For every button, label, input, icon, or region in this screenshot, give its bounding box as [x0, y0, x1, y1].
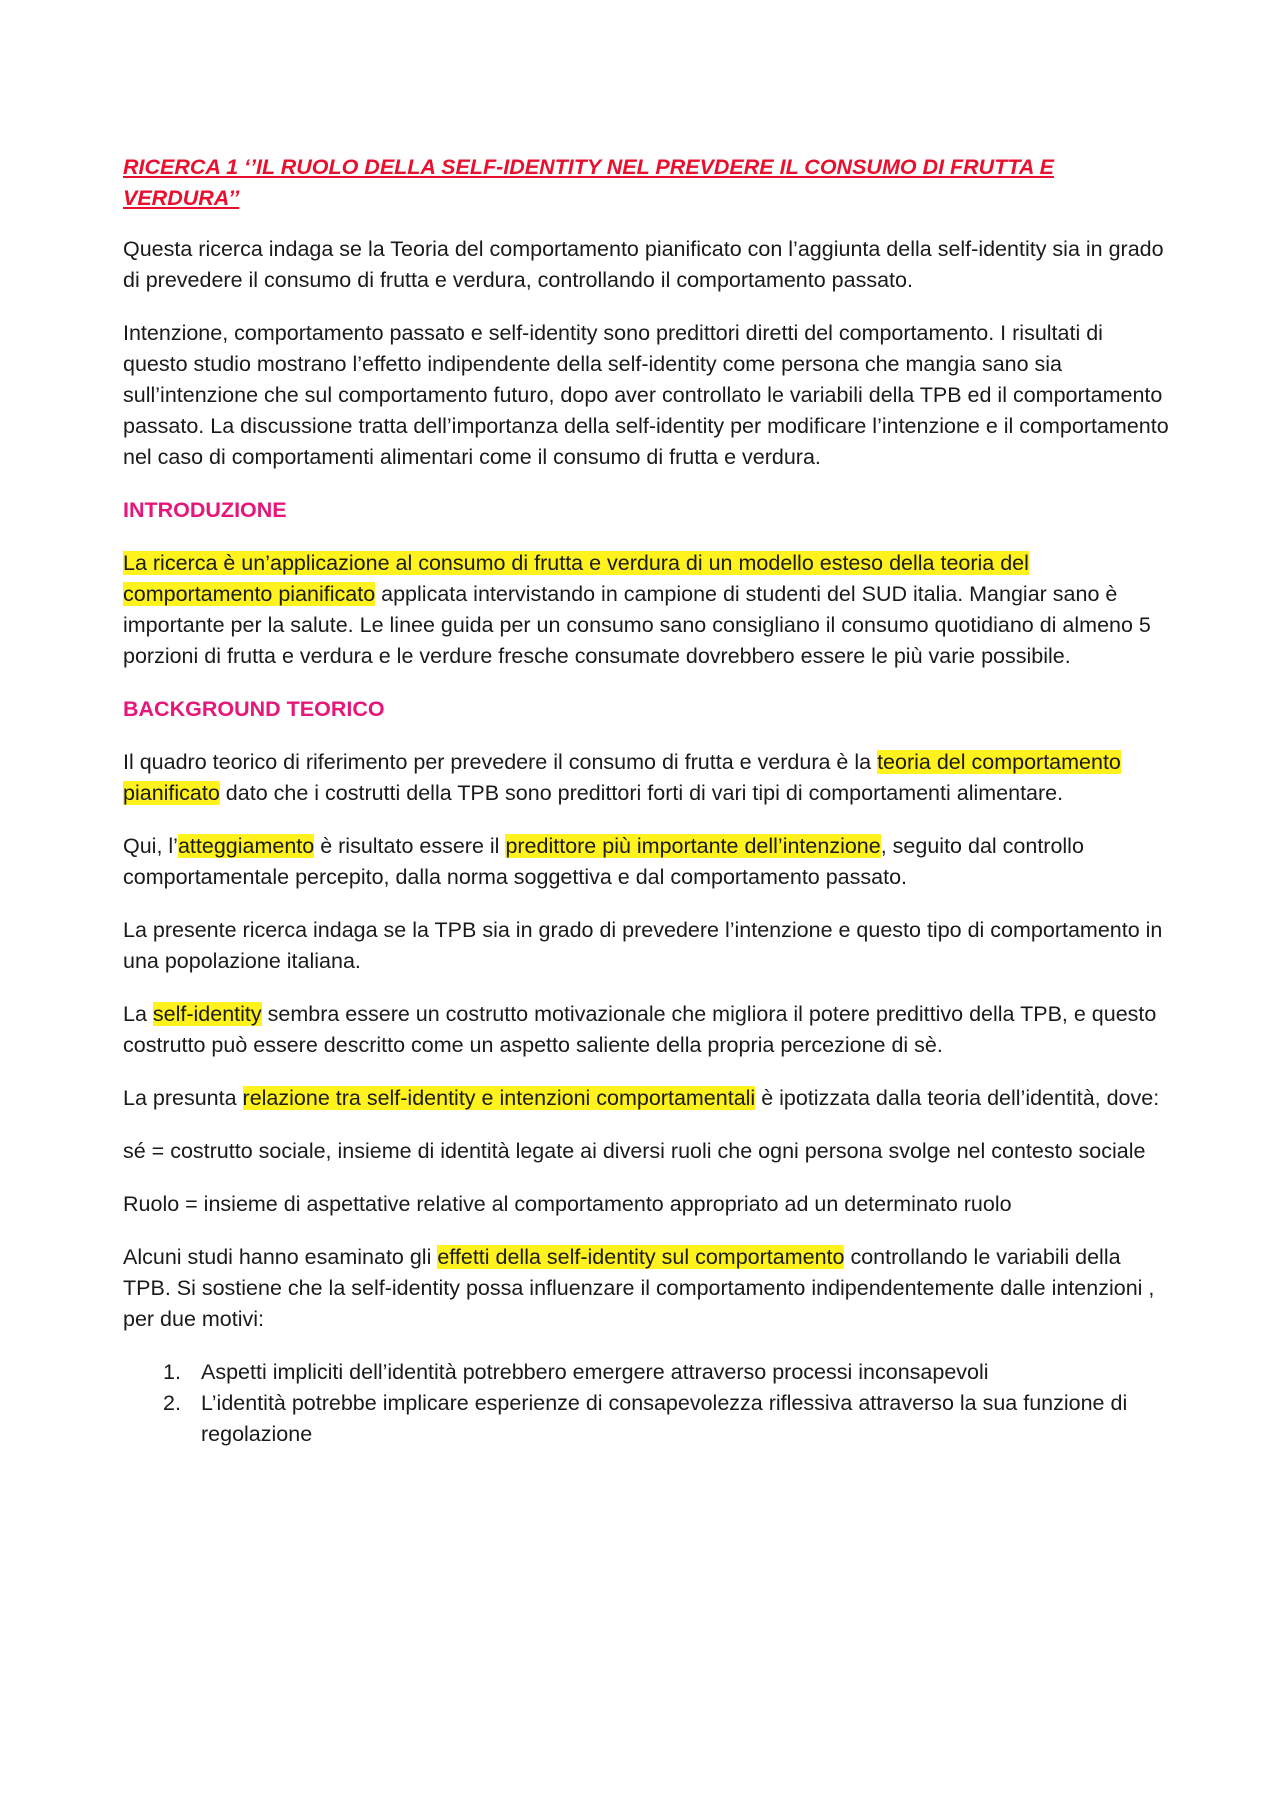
list-number: 1.	[163, 1360, 181, 1384]
list-item-text: Aspetti impliciti dell’identità potrebbero emergere attraverso processi inconsapevoli	[201, 1360, 989, 1384]
paragraph-definition-se: sé = costrutto sociale, insieme di identità legate ai diversi ruoli che ogni persona svolge nel contesto sociale	[123, 1139, 1146, 1163]
heading-background-teorico: BACKGROUND TEORICO	[123, 697, 385, 721]
paragraph-text: controllando le variabili della TPB. Si sostiene che la self-identity possa influenzare il comportamento indipendentemente dalle intenzioni , per due motivi:	[123, 1245, 1155, 1331]
highlight-text: atteggiamento	[177, 834, 315, 858]
paragraph-text: sembra essere un costrutto motivazionale che migliora il potere predittivo della TPB, e questo costrutto può essere descritto come un aspetto saliente della propria percezione di sè.	[123, 1002, 1157, 1057]
highlight-text: effetti della self-identity sul comportamento	[437, 1245, 845, 1269]
highlight-text: predittore più importante dell’intenzione	[505, 834, 881, 858]
paragraph-text: dato che i costrutti della TPB sono predittori forti di vari tipi di comportamenti alimentare.	[219, 781, 1064, 805]
paragraph-background-8	[123, 1242, 1173, 1335]
paragraph-text: è ipotizzata dalla teoria dell’identità, dove:	[755, 1086, 1160, 1110]
paragraph-text: Alcuni studi hanno esaminato gli	[123, 1245, 438, 1269]
paragraph-text: La	[123, 1002, 153, 1026]
paragraph-background-3: La presente ricerca indaga se la TPB sia in grado di prevedere l’intenzione e questo tipo di comportamento in una popolazione italiana.	[123, 918, 1163, 973]
document-title: RICERCA 1 ‘’IL RUOLO DELLA SELF-IDENTITY NEL PREVDERE IL CONSUMO DI FRUTTA E VERDURA’’	[123, 155, 1054, 210]
paragraph-definition-ruolo: Ruolo = insieme di aspettative relative al comportamento appropriato ad un determinato ruolo	[123, 1192, 1012, 1216]
paragraph-text: Qui, l’	[123, 834, 178, 858]
paragraph-introduzione	[123, 548, 1173, 672]
paragraph-background-4	[123, 999, 1173, 1061]
list-item	[123, 1388, 1173, 1450]
paragraph-text: è risultato essere il	[314, 834, 506, 858]
paragraph-background-5	[123, 1083, 1173, 1114]
list-item-text: L’identità potrebbe implicare esperienze di consapevolezza riflessiva attraverso la sua funzione di regolazione	[201, 1391, 1128, 1446]
list-number: 2.	[163, 1391, 181, 1415]
document-page	[123, 152, 1173, 1450]
highlight-text: teoria del comportamento pianificato	[123, 750, 1121, 805]
numbered-list	[123, 1357, 1173, 1450]
paragraph-text: applicata intervistando in campione di studenti del SUD italia. Mangiar sano è importante per la salute. Le linee guida per un consumo sano consigliano il consumo quotidiano di almeno 5 porzioni di frutta e verdura e le verdure fresche consumate dovrebbero essere le più varie possibile.	[123, 582, 1151, 668]
paragraph-intro-summary: Questa ricerca indaga se la Teoria del comportamento pianificato con l’aggiunta della self-identity sia in grado di prevedere il consumo di frutta e verdura, controllando il comportamento passato.	[123, 237, 1164, 292]
paragraph-text: Il quadro teorico di riferimento per prevedere il consumo di frutta e verdura è la	[123, 750, 878, 774]
paragraph-text: La presunta	[123, 1086, 243, 1110]
heading-introduzione: INTRODUZIONE	[123, 498, 287, 522]
list-item	[123, 1357, 1173, 1388]
paragraph-background-2	[123, 831, 1173, 893]
paragraph-text: , seguito dal controllo comportamentale percepito, dalla norma soggettiva e dal comportamento passato.	[123, 834, 1084, 889]
paragraph-background-1	[123, 747, 1173, 809]
highlight-text: La ricerca è un’applicazione al consumo di frutta e verdura di un modello esteso della teoria del comportamento pianificato	[123, 551, 1029, 606]
highlight-text: relazione tra self-identity e intenzioni comportamentali	[242, 1086, 756, 1110]
paragraph-abstract: Intenzione, comportamento passato e self-identity sono predittori diretti del comportamento. I risultati di questo studio mostrano l’effetto indipendente della self-identity come persona che mangia sano sia sull’intenzione che sul comportamento futuro, dopo aver controllato le variabili della TPB ed il comportamento passato. La discussione tratta dell’importanza della self-identity per modificare l’intenzione e il comportamento nel caso di comportamenti alimentari come il consumo di frutta e verdura.	[123, 321, 1169, 469]
highlight-text: self-identity	[152, 1002, 262, 1026]
